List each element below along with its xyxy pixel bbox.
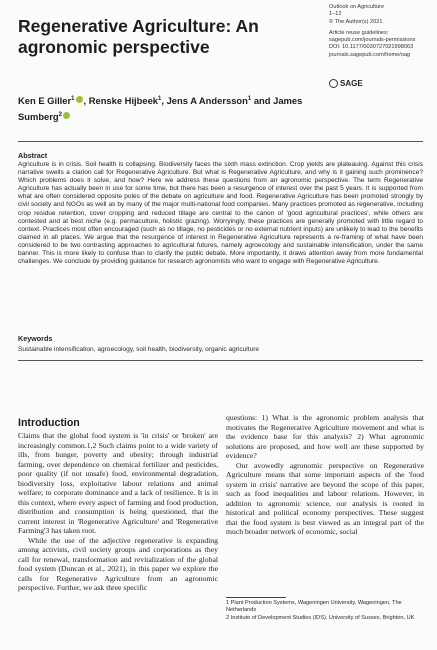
keywords-rule (18, 360, 423, 361)
journal-name: Outlook on Agriculture (329, 4, 385, 10)
author-affiliation-mark: 1 (71, 96, 75, 102)
reuse-guidelines-label: Article reuse guidelines: (329, 29, 389, 36)
author-name: Jens A Andersson (166, 95, 248, 107)
introduction-heading: Introduction (18, 417, 80, 429)
intro-right-column (226, 413, 424, 543)
intro-paragraph: questions: 1) What is the agronomic problem analysis that motivates the Regenerative Agriculture movement and what is the evidence base for this analysis? 2) What agronomic solutions are proposed, and how well are these supported by evidence? (226, 413, 424, 460)
author-name: Renske Hijbeek (88, 95, 159, 107)
affiliations (226, 600, 424, 624)
keywords-text: Sustainable intensification, agroecology, soil health, biodiversity, organic agriculture (18, 346, 260, 353)
sage-logo (329, 79, 363, 88)
header-rule (18, 141, 423, 142)
author-affiliation-mark: 1 (247, 96, 252, 102)
sage-logo-icon (329, 79, 338, 88)
abstract-text: Agriculture is in crisis. Soil health is collapsing. Biodiversity faces the sixth mass extinction. Crop yields are plateauing. Against this crisis narrative swells a clarion call for Regenerative Agriculture. But what is Regenerative Agriculture, and why is it gaining such prominence? Which problems does it solve, and how? Here we address these questions from an agronomic perspective. The term Regenerative Agriculture has actually been in use for some time, but there has been a resurgence of interest over the past 5 years. It is supported from what are often considered opposite poles of the debate on agriculture and food. Regenerative Agriculture has been promoted strongly by civil society and NGOs as well as by many of the major multi-national food companies. Many practices promoted as regenerative, including crop residue retention, cover cropping and reduced tillage are central to the canon of 'good agricultural practices', while others are contested and at best niche (e.g. permaculture, holistic grazing). Worryingly, these practices are generally promoted with little regard to context. Practices most often encouraged (such as no tillage, no pesticides or no external nutrient inputs) are unlikely to lead to the benefits claimed in all places. We argue that the resurgence of interest in Regenerative Agriculture represents a re-framing of what have been considered to be two contrasting approaches to agricultural futures, namely agroecology and sustainable intensification, under the same banner. This is more likely to confuse than to clarify the public debate. More importantly, it draws attention away from more fundamental challenges. We conclude by providing guidance for research agronomists who want to engage with Regenerative Agriculture. (18, 161, 423, 266)
author-list: Ken E Giller$^1$ , Renske Hijbeek$^1$, Jens A Andersson$^1$ and James Sumberg$^2$ (18, 95, 303, 123)
intro-paragraph: While the use of the adjective regenerative is expanding among activists, civil society groups and corporations as they call for renewal, transformation and revitalization of the global food system (Duncan et al., 2021), in this paper we explore the calls for Regenerative Agriculture from an agronomic perspective. Further, we ask three specific (18, 535, 218, 592)
copyright: © The Author(s) 2021 (329, 18, 383, 25)
intro-left-column (18, 431, 218, 646)
publisher-name: SAGE (340, 79, 363, 88)
doi[interactable]: DOI: 10.1177/0030727021998063 (329, 44, 414, 51)
abstract-heading: Abstract (18, 151, 48, 160)
orcid-icon[interactable] (63, 112, 70, 119)
author-name: James Sumberg (18, 95, 303, 123)
reuse-guidelines-link[interactable]: sagepub.com/journals-permissions (329, 37, 416, 44)
footnote-rule (226, 597, 286, 598)
affiliation-item: 2 Institute of Development Studies (IDS), University of Sussex, Brighton, UK (226, 615, 415, 622)
orcid-icon[interactable] (76, 96, 83, 103)
journal-home-link[interactable]: journals.sagepub.com/home/oag (329, 51, 411, 58)
affiliation-item: 1 Plant Production Systems, Wageningen University, Wageningen, The Netherlands (226, 600, 402, 614)
journal-meta (329, 4, 435, 59)
page-range: 1–12 (329, 11, 342, 18)
author-affiliation-mark: 1 (158, 96, 162, 102)
intro-paragraph: Our avowedly agronomic perspective on Regenerative Agriculture means that some important aspects of the 'food system in crisis' narrative are beyond the scope of this paper, such as food inequalities and labour relations. However, in addition to agronomic science, our analysis is rooted in historical and political economy perspectives. These suggest that the food system is best viewed as an integral part of the much broader network of economic, social (226, 460, 424, 536)
keywords-heading: Keywords (18, 334, 53, 343)
intro-paragraph: Claims that the global food system is 'in crisis' or 'broken' are increasingly common.1,2 Such claims point to a wide variety of ills, from hunger, poverty and obesity; through industrial farming, over dependence on chemical fertilizer and pesticides, poor quality (if not unsafe) food, environmental degradation, biodiversity loss, exploitative labour relations and animal welfare; to corporate dominance and a lack of resilience. It is in this context, where every aspect of farming and food production, distribution and consumption is being questioned, that the current interest in 'Regenerative Agriculture' and 'Regenerative Farming'3 has taken root. (18, 431, 218, 535)
author-name: Ken E Giller (18, 95, 72, 107)
article-title: Regenerative Agriculture: An agronomic perspective (18, 16, 259, 57)
author-affiliation-mark: 2 (58, 112, 62, 119)
